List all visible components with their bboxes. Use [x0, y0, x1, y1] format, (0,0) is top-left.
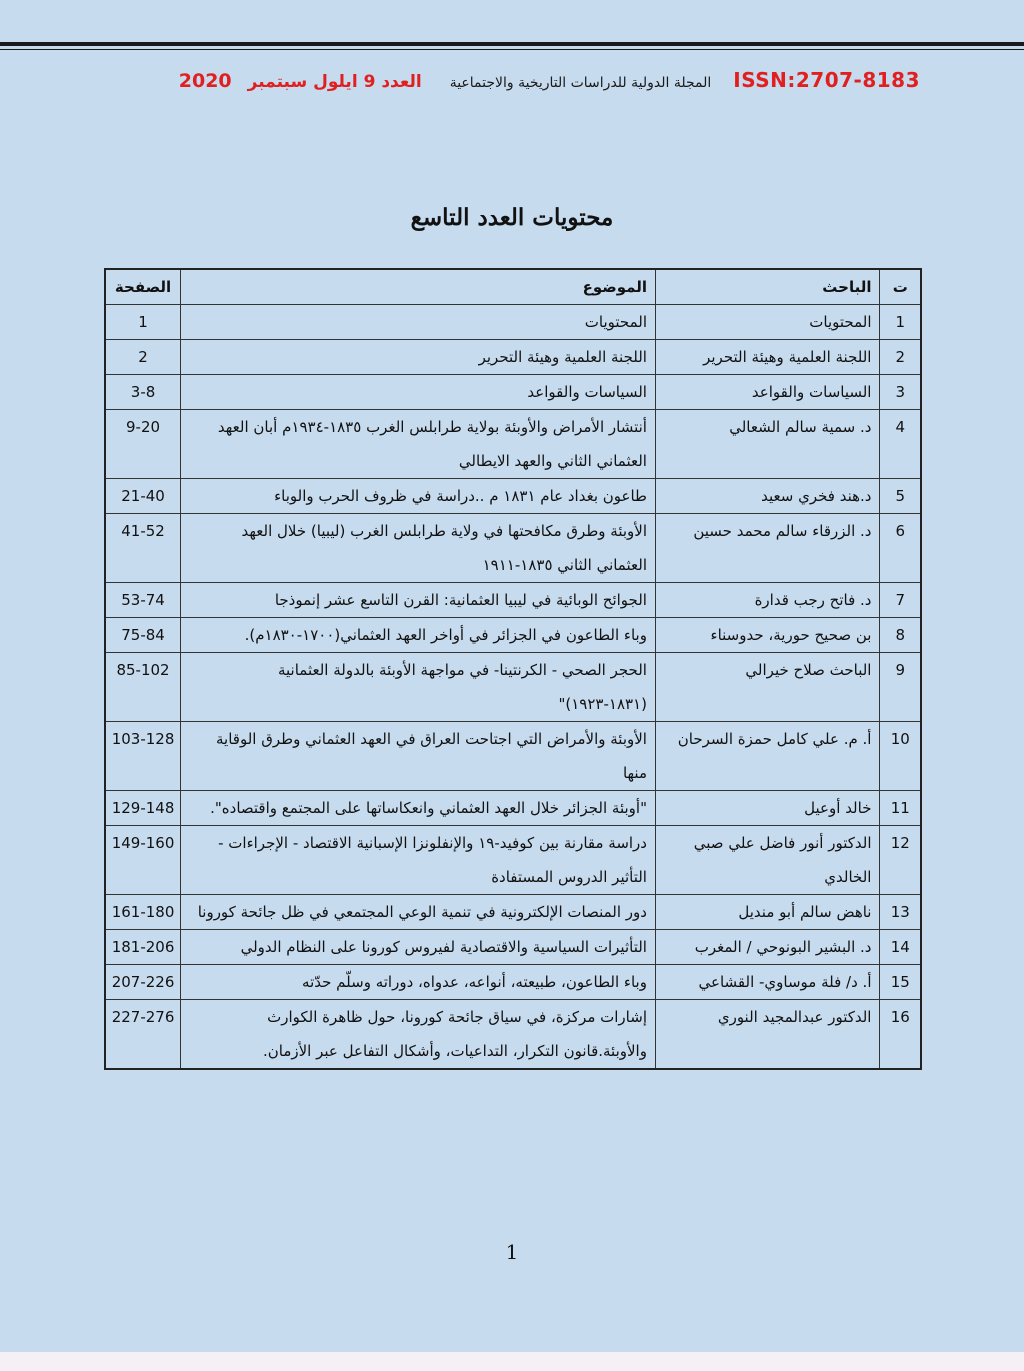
row-number: 10: [880, 722, 921, 791]
row-number: 7: [880, 583, 921, 618]
row-pages: 53-74: [105, 583, 181, 618]
row-author: خالد أوعيل: [655, 791, 880, 826]
table-row: [105, 479, 921, 514]
row-topic: دور المنصات الإلكترونية في تنمية الوعي المجتمعي في ظل جائحة كورونا: [181, 895, 656, 930]
row-number: 4: [880, 410, 921, 479]
table-row: [105, 618, 921, 653]
row-number: 3: [880, 375, 921, 410]
row-topic: الجوائح الوبائية في ليبيا العثمانية: القرن التاسع عشر إنموذجا: [181, 583, 656, 618]
row-number: 2: [880, 340, 921, 375]
row-author: د. سمية سالم الشعالي: [655, 410, 880, 479]
row-author: المحتويات: [655, 305, 880, 340]
row-author: د. الزرقاء سالم محمد حسين: [655, 514, 880, 583]
table-row: [105, 375, 921, 410]
row-author: الدكتور عبدالمجيد النوري: [655, 1000, 880, 1070]
row-number: 8: [880, 618, 921, 653]
row-number: 13: [880, 895, 921, 930]
page-title: محتويات العدد التاسع: [410, 204, 614, 231]
row-number: 12: [880, 826, 921, 895]
table-row: [105, 965, 921, 1000]
row-author: د.هند فخري سعيد: [655, 479, 880, 514]
row-topic: الأوبئة والأمراض التي اجتاحت العراق في العهد العثماني وطرق الوقاية منها: [181, 722, 656, 791]
table-row: [105, 583, 921, 618]
contents-table: [104, 268, 922, 1070]
row-author: بن صحيح حورية، حدوسناء: [655, 618, 880, 653]
row-author: د. البشير البونوحي / المغرب: [655, 930, 880, 965]
table-row: [105, 826, 921, 895]
table-row: [105, 340, 921, 375]
row-author: السياسات والقواعد: [655, 375, 880, 410]
row-pages: 149-160: [105, 826, 181, 895]
issue-info: العدد 9 ايلول سبتمبر: [247, 72, 422, 92]
page-number: 1: [505, 1240, 519, 1264]
row-topic: وباء الطاعون في الجزائر في أواخر العهد العثماني(١٧٠٠-١٨٣٠م).: [181, 618, 656, 653]
row-topic: السياسات والقواعد: [181, 375, 656, 410]
row-author: الباحث صلاح خيرالي: [655, 653, 880, 722]
row-author: د. فاتح رجب قدارة: [655, 583, 880, 618]
row-number: 14: [880, 930, 921, 965]
row-pages: 181-206: [105, 930, 181, 965]
row-number: 1: [880, 305, 921, 340]
row-topic: دراسة مقارنة بين كوفيد-١٩ والإنفلونزا الإسبانية الاقتصاد - الإجراءات - التأثير الدروس المستفادة: [181, 826, 656, 895]
row-topic: الأوبئة وطرق مكافحتها في ولاية طرابلس الغرب (ليبيا) خلال العهد العثماني الثاني ١٨٣٥-١٩١١: [181, 514, 656, 583]
row-pages: 2: [105, 340, 181, 375]
issue-year: 2020: [178, 70, 232, 92]
row-author: أ. د/ فلة موساوي- القشاعي: [655, 965, 880, 1000]
row-pages: 227-276: [105, 1000, 181, 1070]
table-body: [105, 305, 921, 1070]
row-author: اللجنة العلمية وهيئة التحرير: [655, 340, 880, 375]
header-num: ت: [880, 269, 921, 305]
row-topic: وباء الطاعون، طبيعته، أنواعه، عدواه، دوراته وسلّم حدّته: [181, 965, 656, 1000]
table-row: [105, 1000, 921, 1070]
row-pages: 3-8: [105, 375, 181, 410]
issn: ISSN:2707-8183: [733, 68, 920, 92]
row-topic: التأثيرات السياسية والاقتصادية لفيروس كورونا على النظام الدولي: [181, 930, 656, 965]
row-topic: أنتشار الأمراض والأوبئة بولاية طرابلس الغرب ١٨٣٥-١٩٣٤م أبان العهد العثماني الثاني والعهد الايطالي: [181, 410, 656, 479]
table-row: [105, 722, 921, 791]
row-pages: 129-148: [105, 791, 181, 826]
row-topic: طاعون بغداد عام ١٨٣١ م ..دراسة في ظروف الحرب والوباء: [181, 479, 656, 514]
row-author: أ. م. علي كامل حمزة السرحان: [655, 722, 880, 791]
header-author: الباحث: [655, 269, 880, 305]
row-number: 5: [880, 479, 921, 514]
row-pages: 21-40: [105, 479, 181, 514]
bottom-strip: [0, 1352, 1024, 1371]
header-topic: الموضوع: [181, 269, 656, 305]
table-header-row: [105, 269, 921, 305]
table-row: [105, 410, 921, 479]
row-topic: الحجر الصحي - الكرنتينا- في مواجهة الأوبئة بالدولة العثمانية (١٨٣١-١٩٢٣)": [181, 653, 656, 722]
row-number: 15: [880, 965, 921, 1000]
row-pages: 207-226: [105, 965, 181, 1000]
table-row: [105, 930, 921, 965]
header-pages: الصفحة: [105, 269, 181, 305]
row-pages: 1: [105, 305, 181, 340]
table-row: [105, 514, 921, 583]
row-topic: إشارات مركزة، في سياق جائحة كورونا، حول ظاهرة الكوارث والأوبئة.قانون التكرار، التداعيات، وأشكال التفاعل عبر الأزمان.: [181, 1000, 656, 1070]
row-author: الدكتور أنور فاضل علي صبي الخالدي: [655, 826, 880, 895]
table-row: [105, 791, 921, 826]
row-pages: 161-180: [105, 895, 181, 930]
journal-header: [110, 68, 920, 98]
row-number: 16: [880, 1000, 921, 1070]
row-topic: اللجنة العلمية وهيئة التحرير: [181, 340, 656, 375]
table-row: [105, 895, 921, 930]
row-pages: 9-20: [105, 410, 181, 479]
journal-name: المجلة الدولية للدراسات التاريخية والاجتماعية: [449, 75, 712, 91]
row-number: 11: [880, 791, 921, 826]
row-pages: 85-102: [105, 653, 181, 722]
table-row: [105, 305, 921, 340]
top-rule-thin: [0, 49, 1024, 50]
row-pages: 103-128: [105, 722, 181, 791]
top-rule-thick: [0, 42, 1024, 46]
row-number: 9: [880, 653, 921, 722]
table-row: [105, 653, 921, 722]
row-pages: 41-52: [105, 514, 181, 583]
row-pages: 75-84: [105, 618, 181, 653]
row-author: ناهض سالم أبو منديل: [655, 895, 880, 930]
row-topic: المحتويات: [181, 305, 656, 340]
row-number: 6: [880, 514, 921, 583]
row-topic: "أوبئة الجزائر خلال العهد العثماني وانعكاساتها على المجتمع واقتصاده".: [181, 791, 656, 826]
